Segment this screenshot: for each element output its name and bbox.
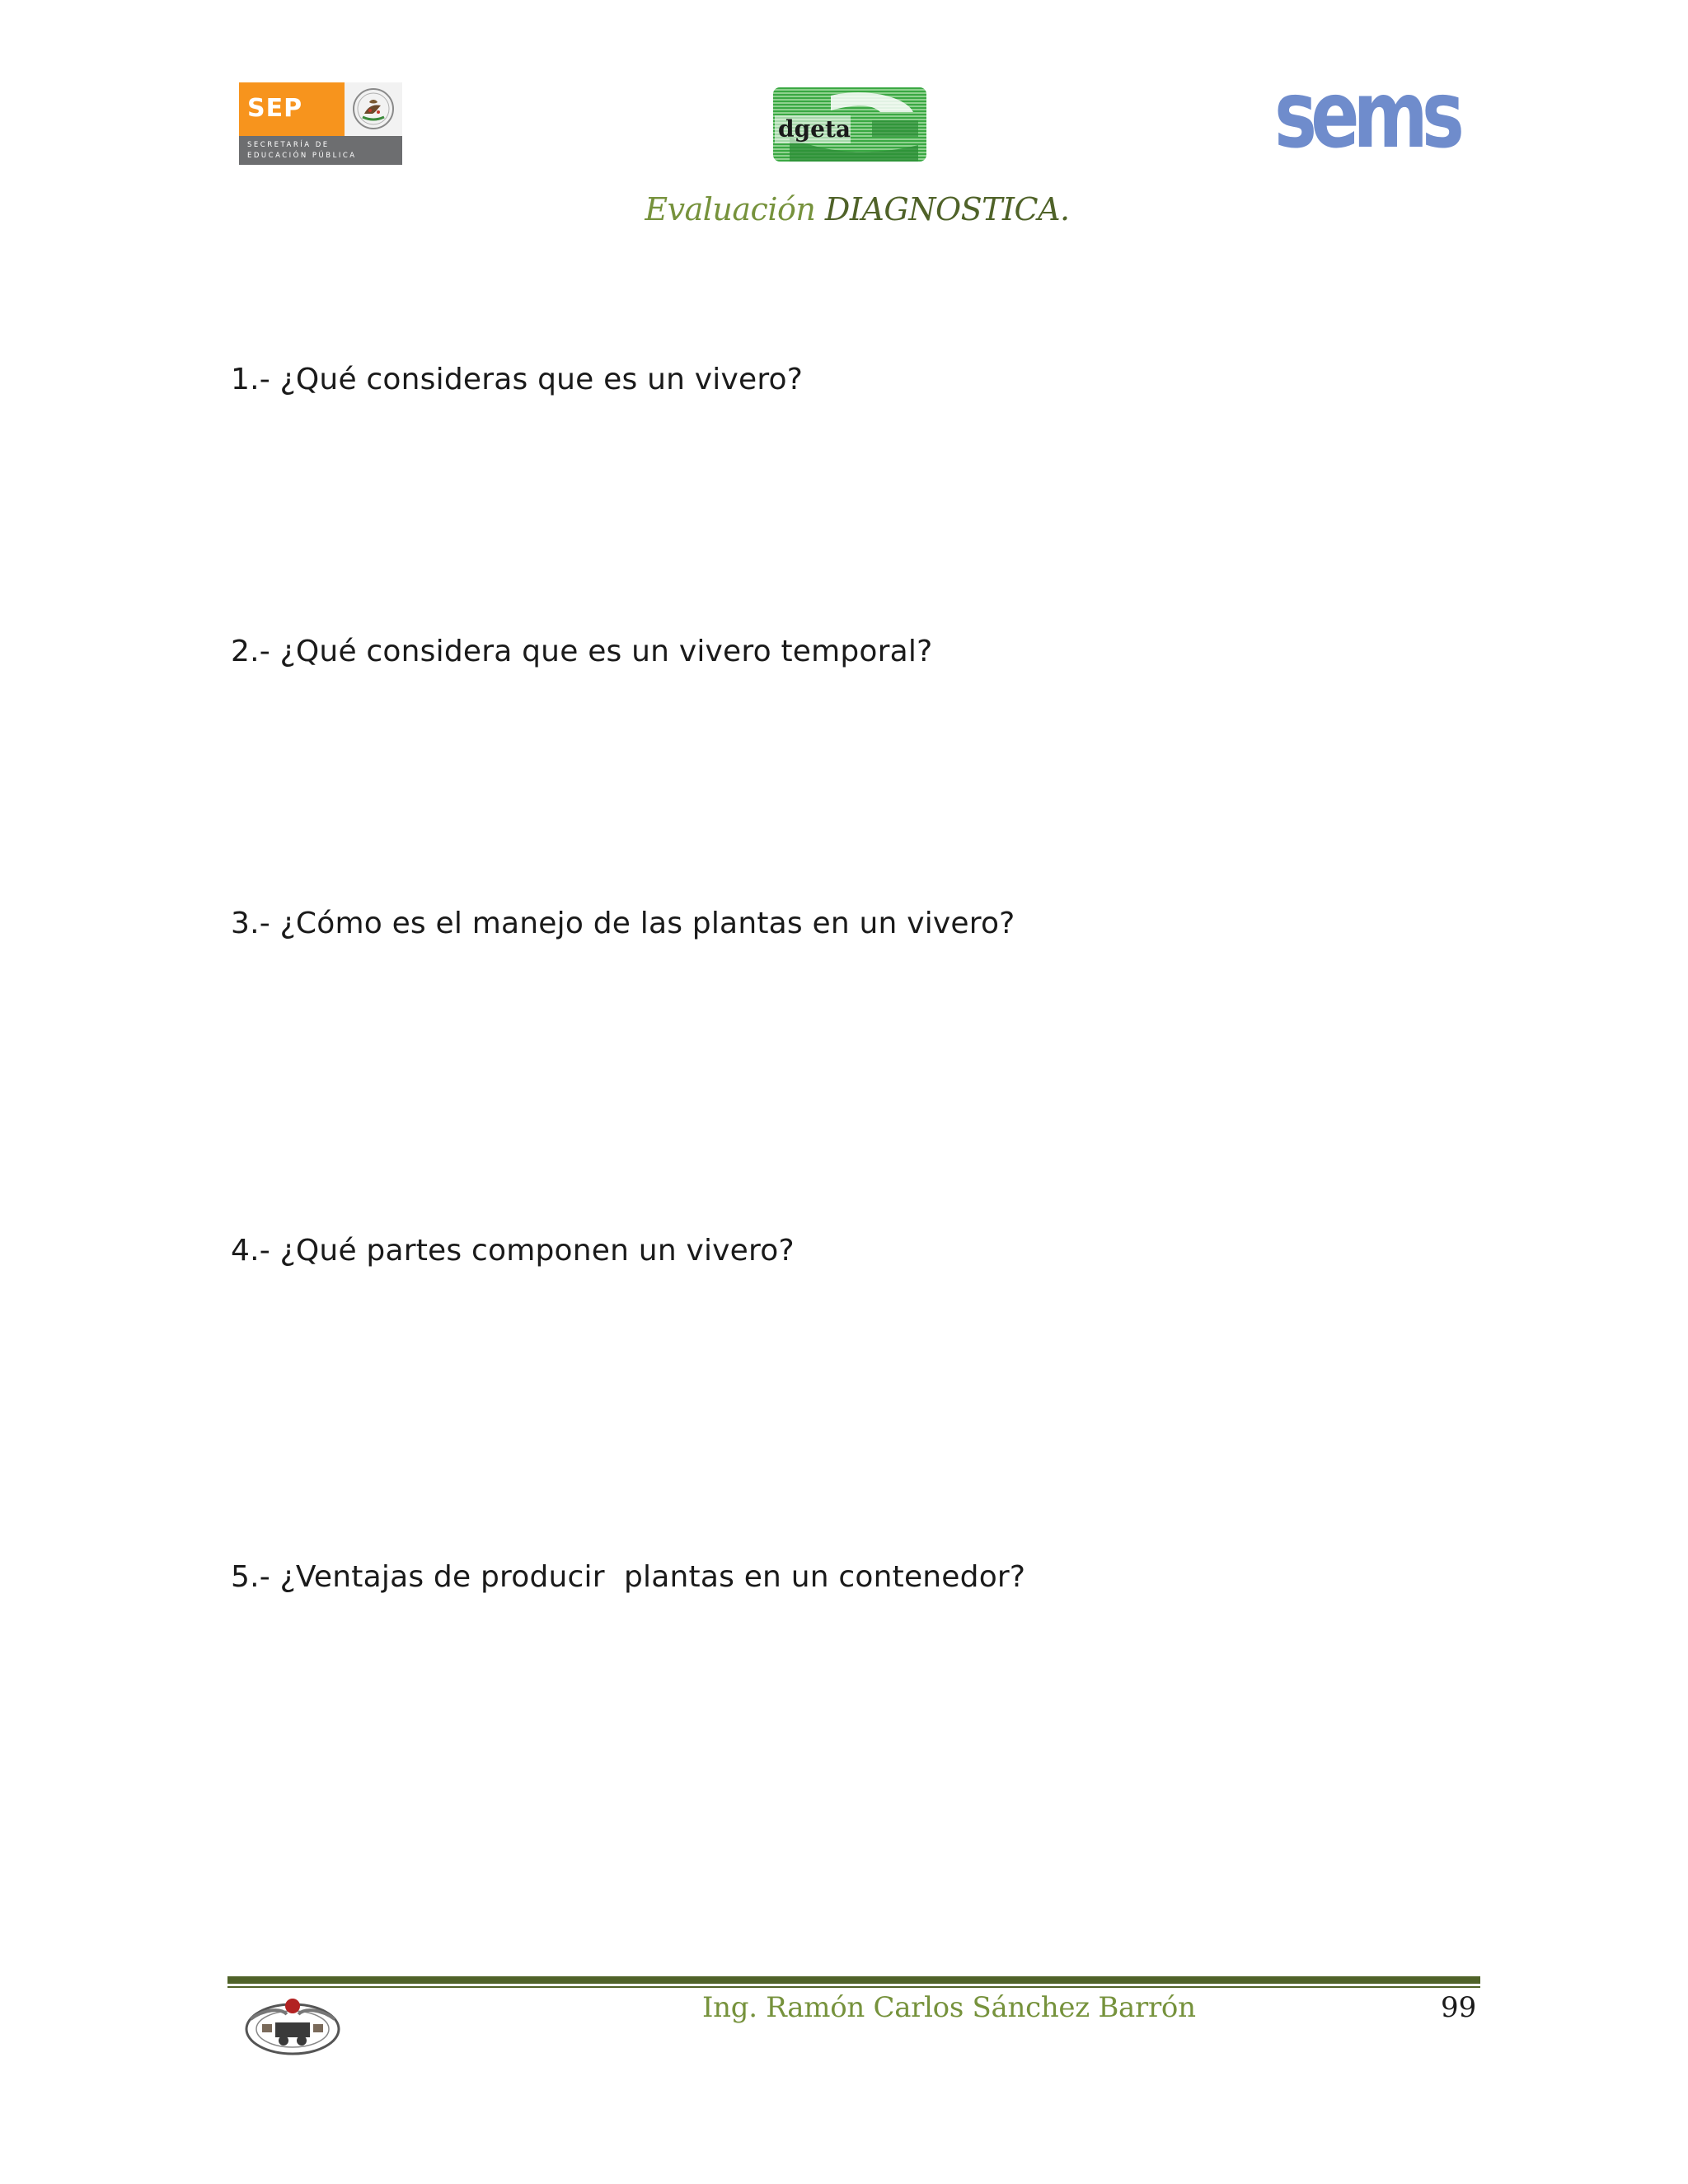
footer-rule-thin (227, 1986, 1480, 1988)
school-emblem-icon (239, 1994, 346, 2059)
sep-logo-line2: EDUCACIÓN PÚBLICA (247, 152, 357, 160)
question-3: 3.- ¿Cómo es el manejo de las plantas en un vivero? (231, 907, 1015, 940)
sep-logo-acronym: SEP (247, 94, 303, 123)
sems-logo (1274, 62, 1459, 169)
question-4: 4.- ¿Qué partes componen un vivero? (231, 1234, 795, 1268)
sep-logo (239, 82, 402, 165)
question-1: 1.- ¿Qué consideras que es un vivero? (231, 363, 804, 396)
question-2: 2.- ¿Qué considera que es un vivero temporal? (231, 635, 933, 668)
page-title-part2: DIAGNOSTICA. (824, 191, 1070, 227)
footer-author: Ing. Ramón Carlos Sánchez Barrón (702, 1991, 1196, 2024)
dgeta-logo-label: dgeta (778, 115, 851, 143)
sep-logo-line1: SECRETARÍA DE (247, 141, 330, 149)
page-number: 99 (1441, 1991, 1477, 2024)
dgeta-logo (773, 87, 926, 162)
question-5: 5.- ¿Ventajas de producir plantas en un contenedor? (231, 1560, 1026, 1594)
page-title (0, 191, 1688, 227)
footer-rule (227, 1976, 1480, 1984)
sems-logo-label: sems (1274, 62, 1459, 169)
page-title-part1: Evaluación (645, 191, 816, 227)
mexico-coat-of-arms-icon (345, 82, 402, 136)
